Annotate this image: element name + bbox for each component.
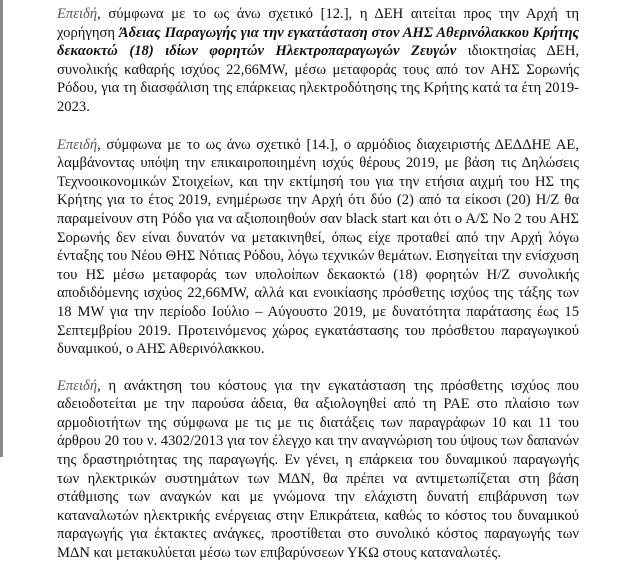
paragraph-emphasis: Άδειας Παραγωγής για την εγκατάσταση στον ΑΗΣ Αθερινόλακκου Κρήτης δεκαοκτώ (18) ιδίων φορητών Ηλεκτροπαραγωγών Ζευγών <box>57 24 579 60</box>
paragraph-3 <box>57 377 579 563</box>
left-edge-bar <box>0 0 3 457</box>
paragraph-keyword: Επειδή <box>57 136 98 153</box>
document-page <box>57 5 579 582</box>
paragraph-text: , η ανάκτηση του κόστους για την εγκατάσταση της πρόσθετης ισχύος που αδειοδοτείται με την παρούσα άδεια, θα αξιολογηθεί από τη ΡΑΕ στο πλαίσιο των αρμοδιοτήτων της σύμφωνα με τις με τις διατάξεις των παραγράφων 10 και 11 του άρθρου 20 του ν. 4302/2013 για τον έλεγχο και την αναγνώριση του ύψους των δαπανών της δραστηριότητας της παραγωγής. Εν γένει, η επάρκεια του δυναμικού παραγωγής των ηλεκτρικών συστημάτων των ΜΔΝ, θα πρέπει να αντιμετωπίζεται στη βάση στάθμισης των αναγκών και με γνώμονα την ελάχιστη δυνατή επιβάρυνση των καταναλωτών ηλεκτρικής ενέργειας στην Επικράτεια, καθώς το κόστος του δυναμικού παραγωγής για έκτακτες ανάγκες, προστίθεται στο συνολικό κόστος παραγωγής των ΜΔΝ και μετακυλύεται μέσω των επιβαρύνσεων ΥΚΩ στους καταναλωτές. <box>57 377 579 562</box>
paragraph-text: , σύμφωνα με το ως άνω σχετικό [14.], ο αρμόδιος διαχειριστής ΔΕΔΔΗΕ ΑΕ, λαμβάνοντας υπόψη την επικαιροποιημένη ισχύς θέρους 2019, με βάση τις Δηλώσεις Τεχνοοικονομικών Στοιχείων, και την εκτίμησή του για την ετήσια αιχμή του ΗΣ της Κρήτης για το έτος 2019, ενημέρωσε την Αρχή ότι δύο (2) από τα είκοσι (20) Η/Ζ θα παραμείνουν στη Ρόδο για να αξιοποιηθούν σαν black start και ότι ο Α/Σ Νο 2 του ΑΗΣ Σορωνής δεν είναι δυνατόν να μετακινηθεί, όπως είχε προταθεί από την Αρχή λόγω ένταξης του Νέου ΘΗΣ Νότιας Ρόδου, λόγω τεχνικών θεμάτων. Εισηγείται την ενίσχυση του ΗΣ μέσω μεταφοράς των υπολοίπων δεκαοκτώ (18) φορητών Η/Ζ συνολικής αποδιδόμενης ισχύος 22,66MW, αλλά και ενοικίασης πρόσθετης ισχύος της τάξης των 18 MW για την περίοδο Ιούλιο – Αύγουστο 2019, με δυνατότητα παράτασης έως 15 Σεπτεμβρίου 2019. Προτεινόμενος χώρος εγκατάστασης του πρόσθετου παραγωγικού δυναμικού, ο ΑΗΣ Αθερινόλακκου. <box>57 136 579 358</box>
paragraph-text: ιδιοκτησίας ΔΕΗ, συνολικής καθαρής ισχύος 22,66MW, μέσω μεταφοράς τους από τον ΑΗΣ Σορωνής Ρόδου, για τη διασφάλιση της επάρκειας ηλεκτροδότησης της Κρήτης κατά τα έτη 2019-2023. <box>57 43 580 115</box>
paragraph-2 <box>57 136 579 359</box>
paragraph-keyword: Επειδή <box>57 377 98 394</box>
paragraph-keyword: Επειδή <box>57 6 98 22</box>
paragraph-1 <box>57 5 579 117</box>
paragraph-text: , σύμφωνα με το ως άνω σχετικό [12.], η ΔΕΗ αιτείται προς την Αρχή τη χορήγηση <box>57 6 579 41</box>
